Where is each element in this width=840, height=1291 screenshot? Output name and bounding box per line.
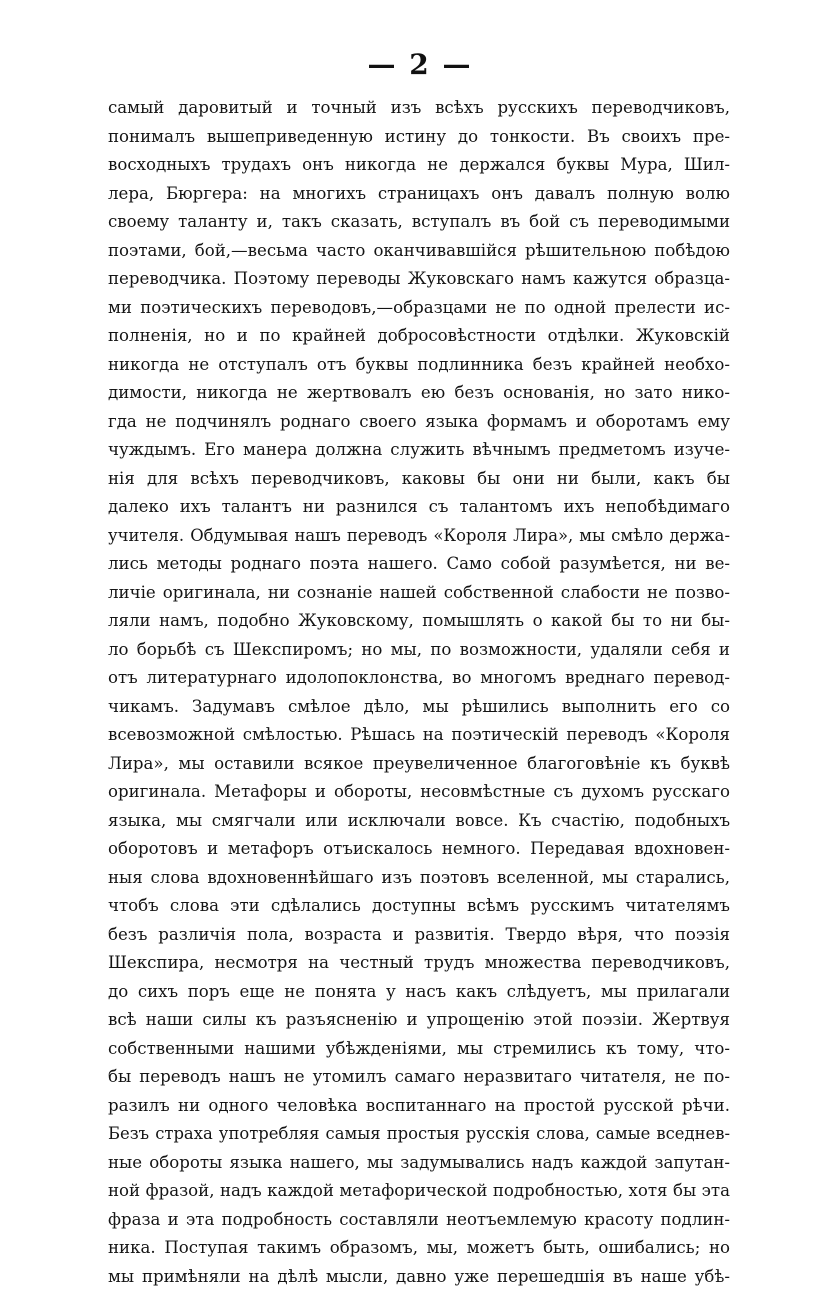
text-line: восходныхъ трудахъ онъ никогда не держался буквы Мура, Шил-	[108, 151, 730, 180]
text-line: лись методы роднаго поэта нашего. Само собой разумѣется, ни ве-	[108, 550, 730, 579]
text-line: чтобъ слова эти сдѣлались доступны всѣмъ русскимъ читателямъ	[108, 892, 730, 921]
text-line: чуждымъ. Его манера должна служить вѣчнымъ предметомъ изуче-	[108, 436, 730, 465]
text-line: чикамъ. Задумавъ смѣлое дѣло, мы рѣшились выполнить его со	[108, 693, 730, 722]
text-line: понималъ вышеприведенную истину до тонкости. Въ своихъ пре-	[108, 123, 730, 152]
text-line: никогда не отступалъ отъ буквы подлинника безъ крайней необхо-	[108, 351, 730, 380]
text-line: ло борьбѣ съ Шекспиромъ; но мы, по возможности, удаляли себя и	[108, 636, 730, 665]
text-line: безъ различія пола, возраста и развитія. Твердо вѣря, что поэзія	[108, 921, 730, 950]
text-line: ляли намъ, подобно Жуковскому, помышлять о какой бы то ни бы-	[108, 607, 730, 636]
text-line: Шекспира, несмотря на честный трудъ множества переводчиковъ,	[108, 949, 730, 978]
text-line: бы переводъ нашъ не утомилъ самаго неразвитаго читателя, не по-	[108, 1063, 730, 1092]
text-line: переводчика. Поэтому переводы Жуковскаго намъ кажутся образца-	[108, 265, 730, 294]
text-line: языка, мы смягчали или исключали вовсе. Къ счастію, подобныхъ	[108, 807, 730, 836]
page-number: — 2 —	[0, 48, 840, 81]
text-line: ми поэтическихъ переводовъ,—образцами не по одной прелести ис-	[108, 294, 730, 323]
text-line: отъ литературнаго идолопоклонства, во многомъ вреднаго перевод-	[108, 664, 730, 693]
text-line: далеко ихъ талантъ ни разнился съ талантомъ ихъ непобѣдимаго	[108, 493, 730, 522]
text-line: разилъ ни одного человѣка воспитаннаго на простой русской рѣчи.	[108, 1092, 730, 1121]
text-line: ные обороты языка нашего, мы задумывались надъ каждой запутан-	[108, 1149, 730, 1178]
text-line: Лира», мы оставили всякое преувеличенное благоговѣніе къ буквѣ	[108, 750, 730, 779]
text-line: ника. Поступая такимъ образомъ, мы, можетъ быть, ошибались; но	[108, 1234, 730, 1263]
text-line: гда не подчинялъ роднаго своего языка формамъ и оборотамъ ему	[108, 408, 730, 437]
text-line: всѣ наши силы къ разъясненію и упрощенію этой поэзіи. Жертвуя	[108, 1006, 730, 1035]
text-line: ныя слова вдохновеннѣйшаго изъ поэтовъ вселенной, мы старались,	[108, 864, 730, 893]
text-line: лера, Бюргера: на многихъ страницахъ онъ давалъ полную волю	[108, 180, 730, 209]
text-line: собственными нашими убѣжденіями, мы стремились къ тому, что-	[108, 1035, 730, 1064]
text-line: фраза и эта подробность составляли неотъемлемую красоту подлин-	[108, 1206, 730, 1235]
text-line: оборотовъ и метафоръ отъискалось немного. Передавая вдохновен-	[108, 835, 730, 864]
text-line: нія для всѣхъ переводчиковъ, каковы бы они ни были, какъ бы	[108, 465, 730, 494]
text-line: своему таланту и, такъ сказать, вступалъ въ бой съ переводимыми	[108, 208, 730, 237]
text-line: ной фразой, надъ каждой метафорической подробностью, хотя бы эта	[108, 1177, 730, 1206]
text-line: мы примѣняли на дѣлѣ мысли, давно уже перешедшія въ наше убѣ-	[108, 1263, 730, 1291]
text-line: личіе оригинала, ни сознаніе нашей собственной слабости не позво-	[108, 579, 730, 608]
text-line: полненія, но и по крайней добросовѣстности отдѣлки. Жуковскій	[108, 322, 730, 351]
text-line: поэтами, бой,—весьма часто оканчивавшійся рѣшительною побѣдою	[108, 237, 730, 266]
text-line: учителя. Обдумывая нашъ переводъ «Короля Лира», мы смѣло держа-	[108, 522, 730, 551]
text-line: димости, никогда не жертвовалъ ею безъ основанія, но зато нико-	[108, 379, 730, 408]
text-line: самый даровитый и точный изъ всѣхъ русскихъ переводчиковъ,	[108, 94, 730, 123]
body-text	[108, 94, 730, 1291]
text-line: всевозможной смѣлостью. Рѣшась на поэтическій переводъ «Короля	[108, 721, 730, 750]
text-line: Безъ страха употребляя самыя простыя русскія слова, самые вседнев-	[108, 1120, 730, 1149]
text-line: оригинала. Метафоры и обороты, несовмѣстные съ духомъ русскаго	[108, 778, 730, 807]
text-line: до сихъ поръ еще не понята у насъ какъ слѣдуетъ, мы прилагали	[108, 978, 730, 1007]
